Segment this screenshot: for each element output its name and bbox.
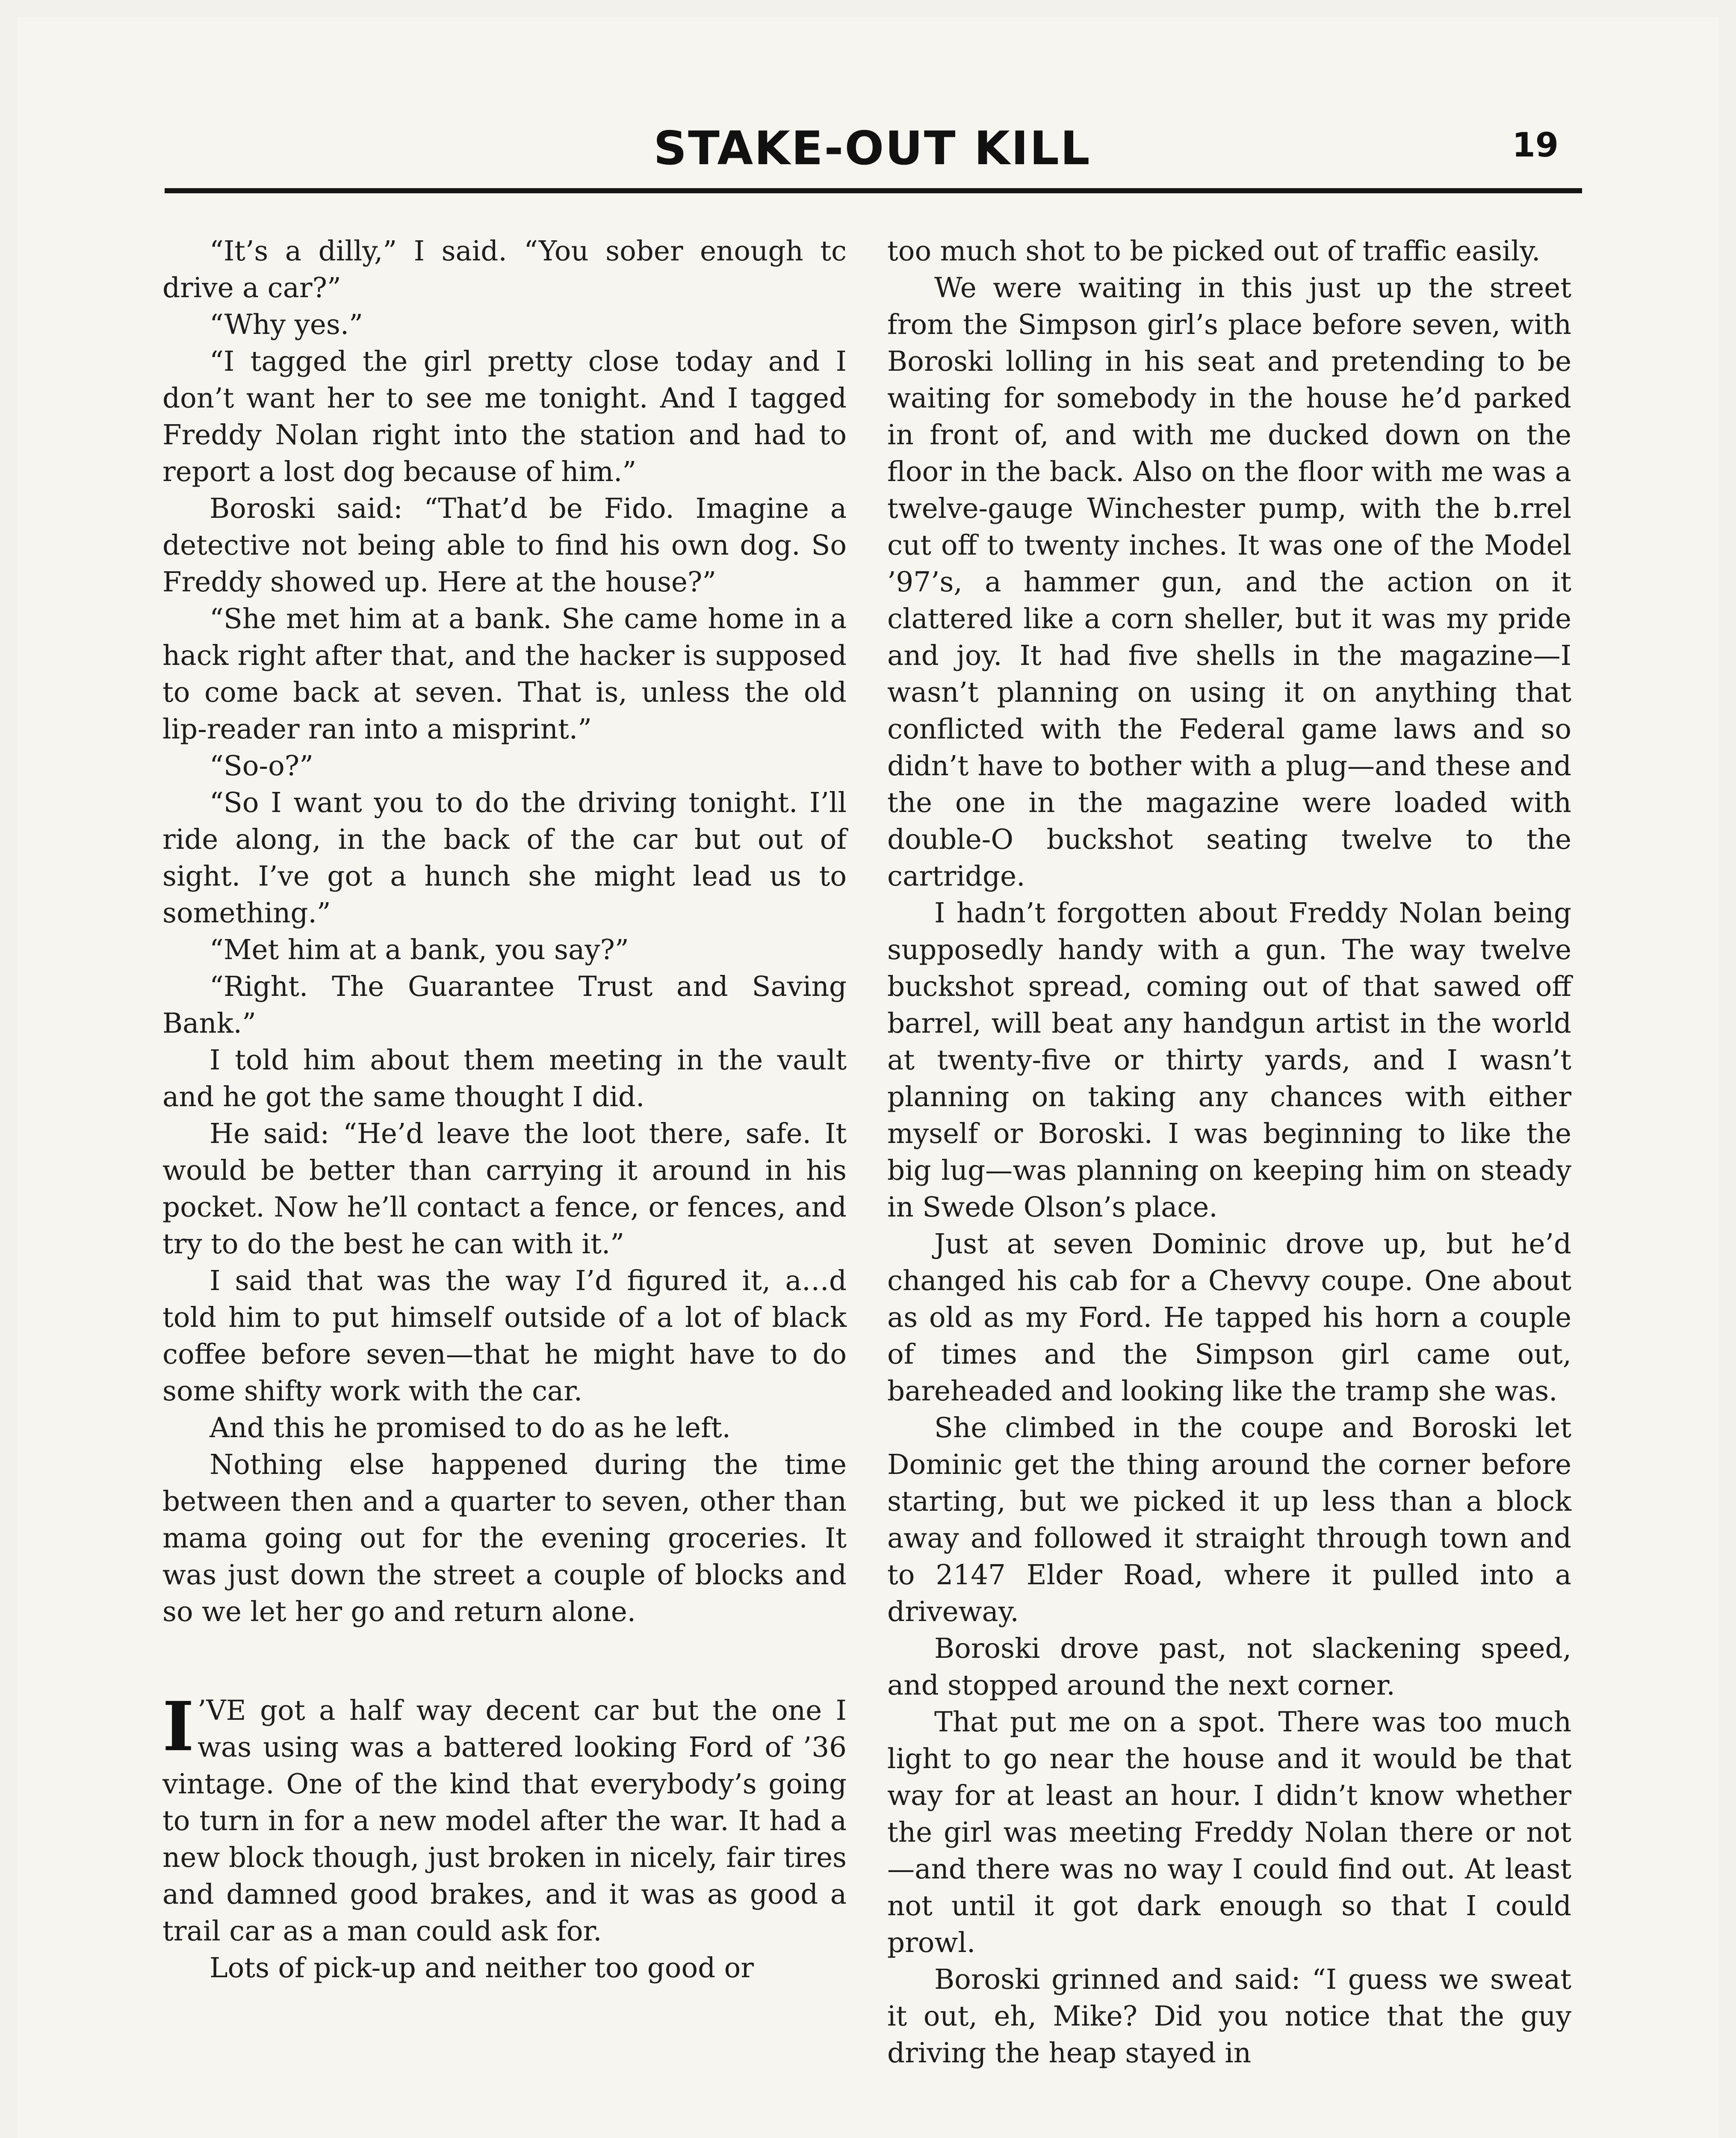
paragraph: Boroski said: “That’d be Fido. Imagine a detective not being able to find his own dog. So Freddy showed up. Here at the house?” [162, 493, 847, 598]
drop-cap: I [162, 1687, 194, 1766]
paragraph: I hadn’t forgotten about Freddy Nolan being supposedly handy with a gun. The way twelve buckshot spread, coming out of that sawed off barrel, will beat any handgun artist in the world at twenty-five or thirty yards, and I wasn’t planning on taking any chances with either myself or Boroski. I was beginning to like the big lug—was planning on keeping him on steady in Swede Olson’s place. [887, 897, 1571, 1223]
paragraph: “She met him at a bank. She came home in a hack right after that, and the hacker is supposed to come back at seven. That is, unless the old lip-reader ran into a misprint.” [162, 603, 847, 745]
paragraph: Lots of pick-up and neither too good or [210, 1952, 754, 1984]
paragraph: That put me on a spot. There was too much light to go near the house and it would be that way for at least an hour. I didn’t know whether the girl was meeting Freddy Nolan there or not—and there was no way I could find out. At least not until it got dark enough so that I could prowl. [887, 1706, 1571, 1959]
section-opening-paragraph [162, 1687, 847, 1950]
paragraph: Boroski grinned and said: “I guess we sweat it out, eh, Mike? Did you notice that the guy driving the heap stayed in [887, 1964, 1571, 2069]
story-title: STAKE-OUT KILL [653, 122, 1091, 175]
header-rule [165, 188, 1582, 193]
paragraph: too much shot to be picked out of traffic easily. [887, 235, 1541, 267]
paragraph: Boroski drove past, not slackening speed, and stopped around the next corner. [887, 1633, 1571, 1701]
paragraph: She climbed in the coupe and Boroski let Dominic get the thing around the corner before starting, but we picked it up less than a block away and followed it straight through town and to 2147 Elder Road, where it pulled into a driveway. [887, 1412, 1571, 1628]
paragraph: We were waiting in this just up the street from the Simpson girl’s place before seven, with Boroski lolling in his seat and pretending to be waiting for somebody in the house he’d parked in front of, and with me ducked down on the floor in the back. Also on the floor with me was a twelve-gauge Winchester pump, with the b.rrel cut off to twenty inches. It was one of the Model ’97’s, a hammer gun, and the action on it clattered like a corn sheller, but it was my pride and joy. It had five shells in the magazine—I wasn’t planning on using it on anything that conflicted with the Federal game laws and so didn’t have to bother with a plug—and these and the one in the magazine were loaded with double-O buckshot seating twelve to the cartridge. [887, 272, 1571, 892]
right-column [887, 233, 1571, 2072]
paragraph: Just at seven Dominic drove up, but he’d changed his cab for a Chevvy coupe. One about as old as my Ford. He tapped his horn a couple of times and the Simpson girl came out, bareheaded and looking like the tramp she was. [887, 1228, 1571, 1407]
paragraph: “So I want you to do the driving tonight. I’ll ride along, in the back of the car but out of sight. I’ve got a hunch she might lead us to something.” [162, 787, 847, 929]
paragraph: “Right. The Guarantee Trust and Saving Bank.” [162, 971, 847, 1039]
section-opening-text: ’VE got a half way decent car but the one I was using was a battered looking Ford of ’36 vintage. One of the kind that everybody’s going to turn in for a new model after the war. It had a new block though, just broken in nicely, fair tires and damned good brakes, and it was as good a trail car as a man could ask for. [162, 1695, 847, 1947]
paragraph: Nothing else happened during the time between then and a quarter to seven, other than mama going out for the evening groceries. It was just down the street a couple of blocks and so we let her go and return alone. [162, 1449, 847, 1628]
paragraph: I said that was the way I’d figured it, a…d told him to put himself outside of a lot of black coffee before seven—that he might have to do some shifty work with the car. [162, 1265, 847, 1407]
paragraph: “Met him at a bank, you say?” [210, 934, 629, 966]
paragraph: “Why yes.” [210, 309, 363, 341]
paragraph: And this he promised to do as he left. [210, 1412, 731, 1444]
section-break [162, 1630, 847, 1692]
paragraph: “I tagged the girl pretty close today and I don’t want her to see me tonight. And I tagged Freddy Nolan right into the station and had to report a lost dog because of him.” [162, 346, 847, 488]
left-column [162, 233, 847, 1987]
paragraph: “It’s a dilly,” I said. “You sober enough tc drive a car?” [162, 235, 847, 304]
page-header [162, 113, 1582, 177]
page-number: 19 [1512, 126, 1559, 165]
paragraph: He said: “He’d leave the loot there, safe. It would be better than carrying it around in his pocket. Now he’ll contact a fence, or fences, and try to do the best he can with it.” [162, 1118, 847, 1260]
paragraph: I told him about them meeting in the vault and he got the same thought I did. [162, 1044, 847, 1113]
paragraph: “So-o?” [210, 750, 313, 782]
